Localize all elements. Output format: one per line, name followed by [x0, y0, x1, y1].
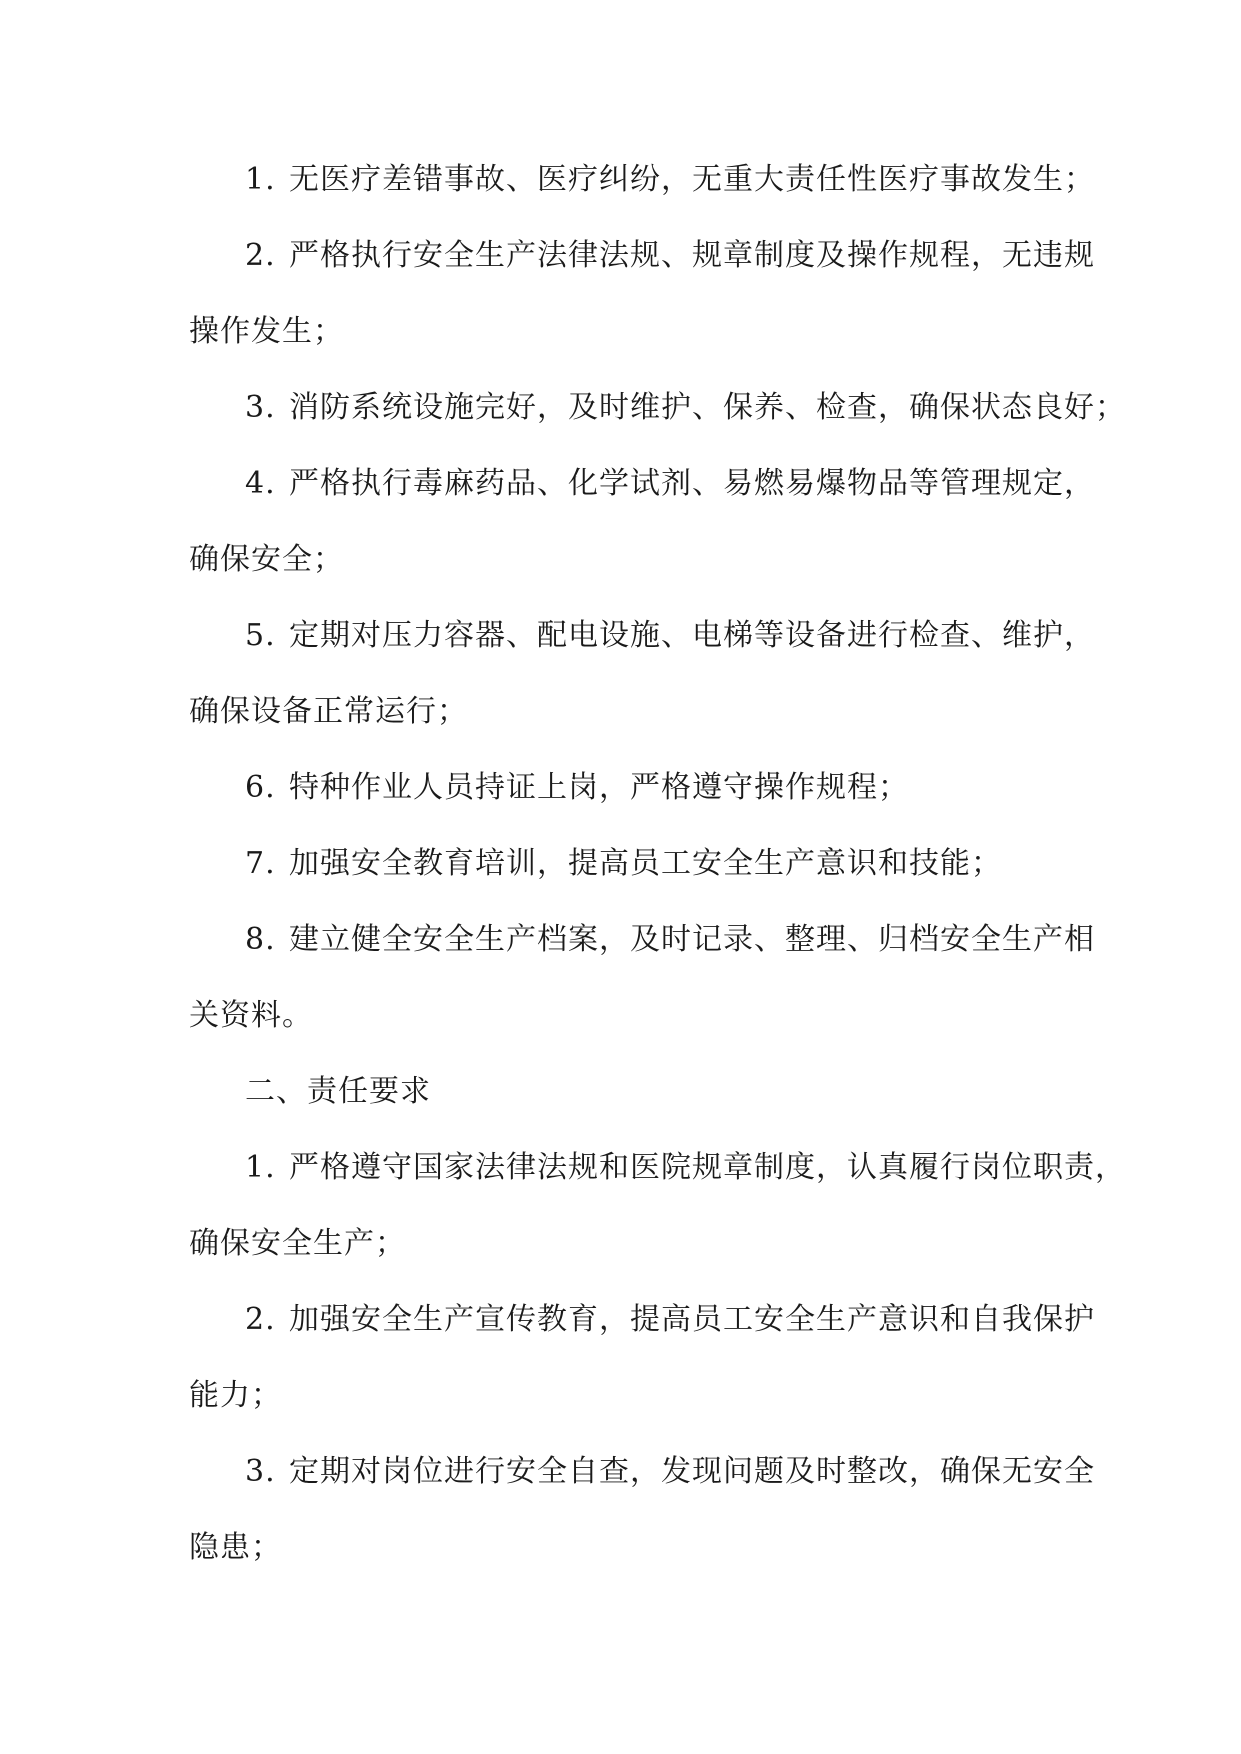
- list-item-continuation: 操作发生；: [189, 314, 344, 349]
- list-item: [189, 1130, 1126, 1282]
- list-item-line: [189, 1282, 1095, 1358]
- list-item-line: [189, 446, 1095, 522]
- list-item-continuation: 确保设备正常运行；: [189, 694, 468, 729]
- list-item: [189, 446, 1095, 598]
- list-item: [189, 826, 1069, 902]
- list-item-continuation: 确保安全生产；: [189, 1226, 406, 1261]
- item-number: 1.: [245, 1150, 276, 1185]
- list-item-continuation: 确保安全；: [189, 542, 344, 577]
- list-item-line: [189, 902, 1095, 978]
- item-number: 1.: [245, 162, 276, 197]
- item-text: 严格执行安全生产法律法规、规章制度及操作规程，无违规: [289, 238, 1095, 273]
- item-text: 建立健全安全生产档案，及时记录、整理、归档安全生产相: [289, 922, 1095, 957]
- list-item: [189, 1434, 1095, 1586]
- list-item-line: [189, 598, 1095, 674]
- list-item-continuation: 关资料。: [189, 998, 313, 1033]
- list-item-line: [189, 1130, 1126, 1206]
- list-item-line: [189, 826, 1069, 902]
- item-text: 加强安全教育培训，提高员工安全生产意识和技能；: [289, 846, 1002, 881]
- list-item-line: [189, 142, 1095, 218]
- item-number: 7.: [245, 846, 276, 881]
- item-text: 定期对岗位进行安全自查，发现问题及时整改，确保无安全: [289, 1454, 1095, 1489]
- list-item-line: [189, 218, 1095, 294]
- list-item: [189, 370, 1126, 446]
- section-heading: 二、责任要求: [245, 1074, 431, 1109]
- list-item: [189, 750, 1069, 826]
- list-item: [189, 218, 1095, 370]
- list-item-line: [189, 750, 1069, 826]
- item-number: 4.: [245, 466, 276, 501]
- item-number: 2.: [245, 1302, 276, 1337]
- item-number: 3.: [245, 390, 276, 425]
- item-number: 6.: [245, 770, 276, 805]
- list-item: [189, 902, 1095, 1054]
- item-number: 8.: [245, 922, 276, 957]
- list-item: [189, 1282, 1095, 1434]
- list-item-continuation: 隐患；: [189, 1530, 282, 1565]
- item-text: 定期对压力容器、配电设施、电梯等设备进行检查、维护，: [289, 618, 1095, 653]
- item-text: 严格执行毒麻药品、化学试剂、易燃易爆物品等管理规定，: [289, 466, 1095, 501]
- item-text: 特种作业人员持证上岗，严格遵守操作规程；: [289, 770, 909, 805]
- item-text: 严格遵守国家法律法规和医院规章制度，认真履行岗位职责，: [289, 1150, 1126, 1185]
- list-item-line: [189, 370, 1126, 446]
- item-number: 5.: [245, 618, 276, 653]
- item-number: 2.: [245, 238, 276, 273]
- item-text: 无医疗差错事故、医疗纠纷，无重大责任性医疗事故发生；: [289, 162, 1095, 197]
- list-item: [189, 142, 1095, 218]
- list-item: [189, 598, 1095, 750]
- item-text: 加强安全生产宣传教育，提高员工安全生产意识和自我保护: [289, 1302, 1095, 1337]
- item-text: 消防系统设施完好，及时维护、保养、检查，确保状态良好；: [289, 390, 1126, 425]
- document-body: [189, 142, 1126, 1586]
- item-number: 3.: [245, 1454, 276, 1489]
- list-item-line: [189, 1434, 1095, 1510]
- list-item-continuation: 能力；: [189, 1378, 282, 1413]
